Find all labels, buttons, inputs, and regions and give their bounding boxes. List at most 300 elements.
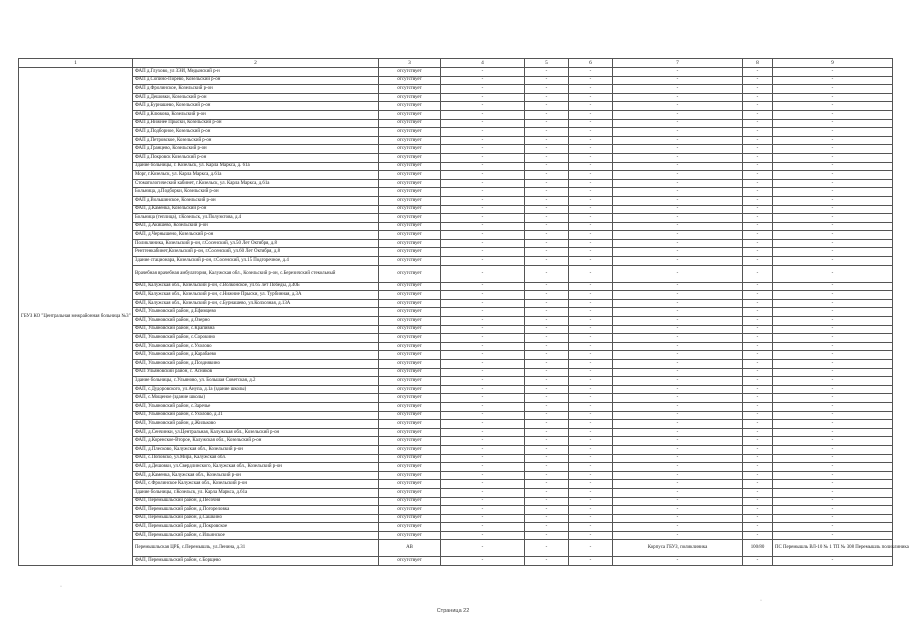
- table-row: [19, 463, 893, 472]
- value-cell: -: [525, 248, 569, 257]
- value-cell: -: [569, 402, 613, 411]
- value-cell: -: [525, 334, 569, 343]
- value-cell: -: [441, 445, 525, 454]
- value-cell: -: [441, 171, 525, 180]
- value-cell: -: [613, 239, 743, 248]
- value-cell: -: [613, 523, 743, 532]
- status-cell: отсутствует: [379, 480, 441, 489]
- value-cell: -: [773, 351, 893, 360]
- object-name-cell: ФАП, Перемышльский район, д.Погореловка: [133, 506, 379, 515]
- value-cell: -: [441, 265, 525, 282]
- value-cell: -: [525, 420, 569, 429]
- object-name-cell: ФАП, Ульяновский район, с.Ухолово: [133, 342, 379, 351]
- value-cell: -: [773, 188, 893, 197]
- table-row: [19, 214, 893, 223]
- value-cell: -: [773, 153, 893, 162]
- object-name-cell: Здание стационара, Козельский р-он, г.Сосенский, ул.15 Подгоречное, д.4: [133, 257, 379, 266]
- value-cell: -: [773, 110, 893, 119]
- value-cell: -: [613, 377, 743, 386]
- scan-mark: ·: [60, 584, 62, 590]
- value-cell: -: [613, 385, 743, 394]
- table-row: [19, 420, 893, 429]
- object-name-cell: ФАП, д.Акишево, Козельский р-он: [133, 222, 379, 231]
- value-cell: -: [569, 360, 613, 369]
- value-cell: -: [613, 214, 743, 223]
- value-cell: -: [773, 119, 893, 128]
- value-cell: -: [773, 68, 893, 77]
- object-name-cell: Поликлиника, Козельский р-он, г.Сосенский, ул.50 Лет Октября, д.8: [133, 239, 379, 248]
- table-row: [19, 402, 893, 411]
- value-cell: -: [525, 265, 569, 282]
- value-cell: -: [525, 480, 569, 489]
- value-cell: -: [773, 93, 893, 102]
- value-cell: -: [743, 231, 773, 240]
- value-cell: -: [613, 291, 743, 300]
- value-cell: -: [569, 231, 613, 240]
- value-cell: -: [743, 377, 773, 386]
- status-cell: отсутствует: [379, 531, 441, 540]
- value-cell: -: [525, 128, 569, 137]
- value-cell: -: [569, 308, 613, 317]
- table-row: [19, 265, 893, 282]
- value-cell: -: [569, 171, 613, 180]
- value-cell: -: [569, 248, 613, 257]
- value-cell: -: [569, 557, 613, 566]
- object-name-cell: ФАП, с.Мощеное (здание школы): [133, 394, 379, 403]
- value-cell: -: [525, 342, 569, 351]
- value-cell: -: [569, 110, 613, 119]
- value-cell: -: [613, 420, 743, 429]
- value-cell: -: [773, 437, 893, 446]
- value-cell: -: [773, 497, 893, 506]
- value-cell: -: [569, 368, 613, 377]
- table-row: [19, 334, 893, 343]
- value-cell: -: [569, 514, 613, 523]
- value-cell: -: [569, 411, 613, 420]
- object-name-cell: ФАП, Ульяновский район, с.Заречье: [133, 402, 379, 411]
- value-cell: -: [525, 257, 569, 266]
- value-cell: -: [743, 162, 773, 171]
- value-cell: -: [441, 497, 525, 506]
- status-cell: отсутствует: [379, 360, 441, 369]
- value-cell: -: [525, 102, 569, 111]
- value-cell: -: [569, 445, 613, 454]
- status-cell: отсутствует: [379, 110, 441, 119]
- table-row: [19, 480, 893, 489]
- value-cell: -: [569, 162, 613, 171]
- value-cell: -: [569, 317, 613, 326]
- table-row: [19, 437, 893, 446]
- value-cell: -: [613, 196, 743, 205]
- value-cell: 100/80: [743, 540, 773, 557]
- object-name-cell: ФАП, д.Плесково, Калужская обл., Козельский р-он: [133, 445, 379, 454]
- value-cell: -: [613, 428, 743, 437]
- status-cell: отсутствует: [379, 136, 441, 145]
- value-cell: -: [441, 196, 525, 205]
- value-cell: -: [613, 68, 743, 77]
- value-cell: -: [773, 214, 893, 223]
- value-cell: -: [441, 76, 525, 85]
- value-cell: -: [613, 110, 743, 119]
- value-cell: -: [613, 334, 743, 343]
- value-cell: -: [613, 531, 743, 540]
- col-number: 7: [613, 59, 743, 68]
- value-cell: -: [569, 222, 613, 231]
- value-cell: -: [613, 248, 743, 257]
- value-cell: -: [525, 454, 569, 463]
- status-cell: отсутствует: [379, 557, 441, 566]
- status-cell: отсутствует: [379, 291, 441, 300]
- status-cell: отсутствует: [379, 171, 441, 180]
- value-cell: -: [569, 428, 613, 437]
- table-row: [19, 360, 893, 369]
- value-cell: -: [569, 334, 613, 343]
- table-row: [19, 531, 893, 540]
- table-row: [19, 76, 893, 85]
- value-cell: -: [441, 540, 525, 557]
- value-cell: -: [441, 282, 525, 291]
- value-cell: -: [441, 437, 525, 446]
- value-cell: -: [773, 523, 893, 532]
- value-cell: -: [743, 188, 773, 197]
- status-cell: отсутствует: [379, 488, 441, 497]
- value-cell: -: [525, 428, 569, 437]
- value-cell: -: [525, 231, 569, 240]
- value-cell: -: [743, 514, 773, 523]
- value-cell: -: [773, 282, 893, 291]
- value-cell: -: [441, 231, 525, 240]
- table-row: [19, 239, 893, 248]
- value-cell: -: [441, 179, 525, 188]
- status-cell: отсутствует: [379, 102, 441, 111]
- status-cell: отсутствует: [379, 385, 441, 394]
- table-row: [19, 557, 893, 566]
- value-cell: -: [613, 153, 743, 162]
- status-cell: отсутствует: [379, 257, 441, 266]
- status-cell: отсутствует: [379, 437, 441, 446]
- value-cell: -: [441, 85, 525, 94]
- value-cell: -: [613, 128, 743, 137]
- value-cell: -: [441, 93, 525, 102]
- value-cell: -: [569, 291, 613, 300]
- value-cell: -: [773, 102, 893, 111]
- value-cell: -: [569, 179, 613, 188]
- value-cell: -: [773, 428, 893, 437]
- object-name-cell: ФАП, Перемышльский район, д.Покровское: [133, 523, 379, 532]
- value-cell: -: [525, 411, 569, 420]
- value-cell: -: [743, 196, 773, 205]
- value-cell: -: [569, 239, 613, 248]
- value-cell: -: [569, 188, 613, 197]
- value-cell: -: [525, 368, 569, 377]
- table-row: [19, 145, 893, 154]
- value-cell: -: [773, 334, 893, 343]
- value-cell: -: [743, 291, 773, 300]
- object-name-cell: ФАП, Ульяновский район, с.Ухолово, д.31: [133, 411, 379, 420]
- object-name-cell: ФАП, Перемышльский район, с.Борщево: [133, 557, 379, 566]
- value-cell: -: [525, 76, 569, 85]
- value-cell: -: [569, 76, 613, 85]
- value-cell: -: [525, 136, 569, 145]
- status-cell: отсутствует: [379, 351, 441, 360]
- value-cell: -: [569, 119, 613, 128]
- table-row: [19, 231, 893, 240]
- value-cell: -: [525, 514, 569, 523]
- value-cell: -: [613, 145, 743, 154]
- value-cell: -: [743, 214, 773, 223]
- value-cell: -: [569, 136, 613, 145]
- value-cell: -: [441, 411, 525, 420]
- table-row: [19, 102, 893, 111]
- status-cell: отсутствует: [379, 85, 441, 94]
- value-cell: -: [773, 317, 893, 326]
- value-cell: -: [441, 514, 525, 523]
- value-cell: -: [525, 110, 569, 119]
- value-cell: -: [773, 145, 893, 154]
- object-name-cell: ФАП д.Вольшинское, Козельский р-он: [133, 196, 379, 205]
- value-cell: -: [773, 231, 893, 240]
- status-cell: отсутствует: [379, 317, 441, 326]
- value-cell: -: [613, 102, 743, 111]
- value-cell: -: [441, 506, 525, 515]
- object-name-cell: ФАП, Ульяновский район, д.Жильково: [133, 420, 379, 429]
- value-cell: -: [743, 257, 773, 266]
- object-name-cell: Перемышльская ЦРБ, с.Перемышль, ул.Ленина, д.31: [133, 540, 379, 557]
- value-cell: -: [441, 153, 525, 162]
- value-cell: -: [613, 222, 743, 231]
- value-cell: -: [743, 179, 773, 188]
- value-cell: -: [613, 506, 743, 515]
- value-cell: -: [773, 480, 893, 489]
- value-cell: -: [773, 454, 893, 463]
- object-name-cell: ФАП, Ульяновский район, д.Ефимцево: [133, 308, 379, 317]
- value-cell: -: [569, 488, 613, 497]
- value-cell: -: [569, 68, 613, 77]
- value-cell: -: [613, 179, 743, 188]
- table-row: [19, 248, 893, 257]
- value-cell: -: [743, 145, 773, 154]
- object-name-cell: ФАП, с.Дудоровского, ул.Анупа, д.1а (здание школы): [133, 385, 379, 394]
- table-row: [19, 179, 893, 188]
- value-cell: -: [525, 119, 569, 128]
- value-cell: -: [613, 360, 743, 369]
- table-row: [19, 93, 893, 102]
- table-row: [19, 308, 893, 317]
- value-cell: -: [569, 420, 613, 429]
- status-cell: отсутствует: [379, 506, 441, 515]
- value-cell: -: [441, 360, 525, 369]
- status-cell: отсутствует: [379, 368, 441, 377]
- value-cell: -: [441, 222, 525, 231]
- value-cell: -: [773, 325, 893, 334]
- status-cell: АВ: [379, 540, 441, 557]
- value-cell: -: [525, 145, 569, 154]
- object-name-cell: ФАП, Перемышльский район, д.Сашкино: [133, 514, 379, 523]
- value-cell: -: [613, 76, 743, 85]
- status-cell: отсутствует: [379, 205, 441, 214]
- value-cell: -: [743, 128, 773, 137]
- value-cell: -: [773, 179, 893, 188]
- value-cell: -: [613, 282, 743, 291]
- status-cell: отсутствует: [379, 523, 441, 532]
- value-cell: -: [441, 420, 525, 429]
- table-row: [19, 445, 893, 454]
- value-cell: -: [743, 265, 773, 282]
- status-cell: отсутствует: [379, 188, 441, 197]
- table-row: [19, 471, 893, 480]
- value-cell: -: [569, 454, 613, 463]
- object-name-cell: ФАП д.Петровское, Козельский р-он: [133, 136, 379, 145]
- value-cell: -: [569, 265, 613, 282]
- value-cell: -: [525, 205, 569, 214]
- value-cell: -: [613, 119, 743, 128]
- table-row: [19, 196, 893, 205]
- value-cell: -: [613, 394, 743, 403]
- value-cell: -: [773, 257, 893, 266]
- object-name-cell: ФАП, Ульяновский район, д.Позднякино: [133, 360, 379, 369]
- value-cell: -: [525, 171, 569, 180]
- value-cell: -: [743, 102, 773, 111]
- value-cell: -: [441, 239, 525, 248]
- value-cell: -: [441, 385, 525, 394]
- value-cell: -: [525, 179, 569, 188]
- value-cell: -: [569, 523, 613, 532]
- col-number: 1: [19, 59, 133, 68]
- value-cell: -: [613, 342, 743, 351]
- object-name-cell: Больница (теплица), г.Козельск, ул.Полуэктова, д.4: [133, 214, 379, 223]
- value-cell: -: [773, 445, 893, 454]
- table-row: [19, 291, 893, 300]
- value-cell: -: [773, 248, 893, 257]
- value-cell: -: [743, 136, 773, 145]
- value-cell: -: [525, 239, 569, 248]
- value-cell: -: [441, 557, 525, 566]
- value-cell: -: [525, 317, 569, 326]
- value-cell: -: [773, 531, 893, 540]
- object-name-cell: ФАП, д.Каменка, Козельский р-он: [133, 205, 379, 214]
- status-cell: отсутствует: [379, 196, 441, 205]
- value-cell: -: [525, 402, 569, 411]
- value-cell: -: [441, 480, 525, 489]
- value-cell: -: [525, 153, 569, 162]
- status-cell: отсутствует: [379, 214, 441, 223]
- col-number: 4: [441, 59, 525, 68]
- value-cell: -: [525, 222, 569, 231]
- value-cell: -: [569, 205, 613, 214]
- status-cell: отсутствует: [379, 497, 441, 506]
- value-cell: -: [525, 497, 569, 506]
- column-number-row: [19, 59, 893, 68]
- object-name-cell: ФАП, Калужская обл., Козельский р-он, с.Нижние Прыски, ул. Турбинная, д.3А: [133, 291, 379, 300]
- value-cell: -: [743, 445, 773, 454]
- status-cell: отсутствует: [379, 463, 441, 472]
- value-cell: -: [743, 110, 773, 119]
- value-cell: -: [525, 463, 569, 472]
- value-cell: -: [441, 257, 525, 266]
- value-cell: -: [613, 317, 743, 326]
- value-cell: -: [441, 368, 525, 377]
- value-cell: -: [525, 471, 569, 480]
- value-cell: -: [441, 334, 525, 343]
- value-cell: -: [441, 394, 525, 403]
- table-row: [19, 325, 893, 334]
- col-number: 2: [133, 59, 379, 68]
- object-name-cell: ФАП, д.Чернышено, Козельский р-он: [133, 231, 379, 240]
- value-cell: -: [743, 394, 773, 403]
- value-cell: -: [569, 342, 613, 351]
- value-cell: -: [569, 128, 613, 137]
- value-cell: -: [743, 454, 773, 463]
- value-cell: -: [441, 68, 525, 77]
- value-cell: -: [525, 506, 569, 515]
- value-cell: -: [743, 480, 773, 489]
- value-cell: -: [525, 351, 569, 360]
- value-cell: -: [773, 239, 893, 248]
- value-cell: -: [773, 76, 893, 85]
- value-cell: -: [569, 85, 613, 94]
- value-cell: -: [743, 342, 773, 351]
- value-cell: -: [441, 351, 525, 360]
- value-cell: -: [613, 454, 743, 463]
- value-cell: -: [743, 334, 773, 343]
- table-row: [19, 128, 893, 137]
- object-name-cell: Здание больницы, с.Ульяново, ул. Большая Советская, д.2: [133, 377, 379, 386]
- status-cell: отсутствует: [379, 445, 441, 454]
- object-name-cell: ФАП, д.Сенчинки, ул.Центральная, Калужская обл., Козельский р-он: [133, 428, 379, 437]
- value-cell: -: [773, 171, 893, 180]
- value-cell: -: [773, 420, 893, 429]
- table-row: [19, 205, 893, 214]
- value-cell: -: [613, 497, 743, 506]
- value-cell: -: [743, 248, 773, 257]
- object-name-cell: ФАП, Перемышльский район, с.Ильинское: [133, 531, 379, 540]
- value-cell: -: [743, 428, 773, 437]
- value-cell: -: [743, 463, 773, 472]
- value-cell: -: [613, 488, 743, 497]
- value-cell: -: [569, 102, 613, 111]
- value-cell: -: [441, 205, 525, 214]
- value-cell: -: [613, 411, 743, 420]
- value-cell: -: [525, 445, 569, 454]
- value-cell: -: [773, 471, 893, 480]
- value-cell: -: [743, 205, 773, 214]
- value-cell: -: [569, 214, 613, 223]
- value-cell: -: [773, 360, 893, 369]
- status-cell: отсутствует: [379, 222, 441, 231]
- value-cell: -: [441, 377, 525, 386]
- value-cell: -: [743, 222, 773, 231]
- table-row: [19, 153, 893, 162]
- value-cell: -: [613, 514, 743, 523]
- value-cell: -: [441, 471, 525, 480]
- table-row: [19, 351, 893, 360]
- value-cell: -: [743, 506, 773, 515]
- object-name-cell: ФАП, Калужская обл., Козельский р-он, с.Волконское, ул.65 лет Победы, д.40Б: [133, 282, 379, 291]
- value-cell: -: [441, 428, 525, 437]
- value-cell: Корпуса ГБУЗ, поликлиника: [613, 540, 743, 557]
- value-cell: -: [773, 222, 893, 231]
- status-cell: отсутствует: [379, 119, 441, 128]
- table-row: [19, 282, 893, 291]
- scan-mark: ·: [760, 598, 762, 604]
- value-cell: -: [525, 488, 569, 497]
- value-cell: -: [613, 188, 743, 197]
- value-cell: -: [441, 136, 525, 145]
- table-row: [19, 506, 893, 515]
- status-cell: отсутствует: [379, 411, 441, 420]
- status-cell: отсутствует: [379, 334, 441, 343]
- table-row: [19, 514, 893, 523]
